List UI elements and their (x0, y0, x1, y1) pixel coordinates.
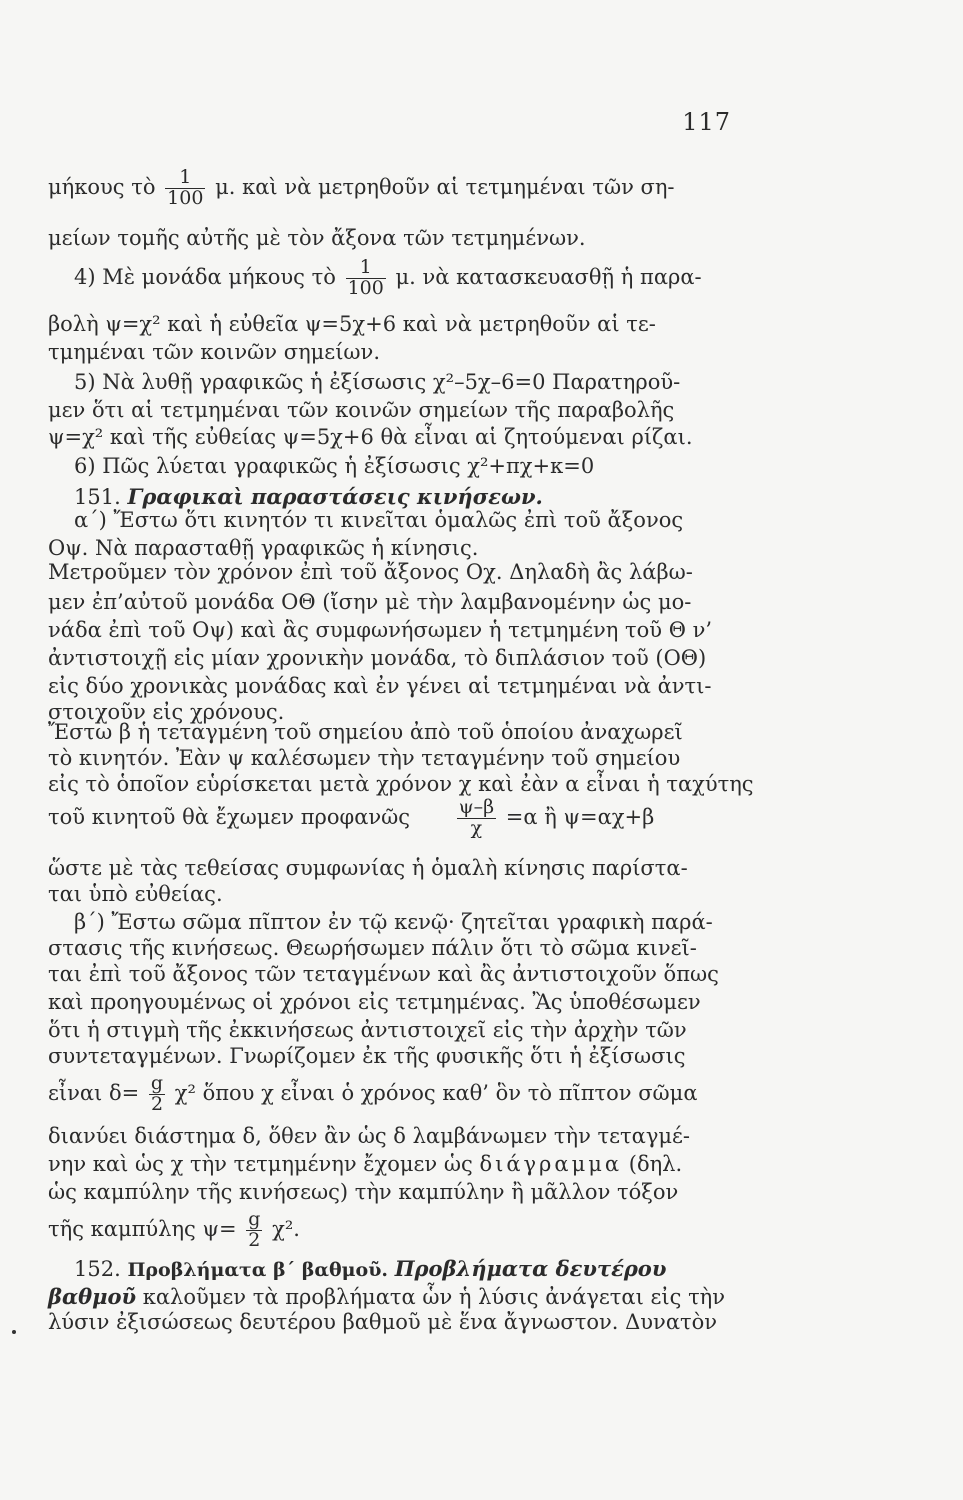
section-number: 151. (74, 485, 121, 509)
section-heading (74, 1256, 794, 1282)
text-line (48, 1284, 768, 1310)
text-line: ται ὑπὸ εὐθείας. (48, 882, 223, 906)
text-line: μεν ἐπ’αὐτοῦ μονάδα ΟΘ (ἴσην μὲ τὴν λαμβανομένην ὡς μο- (48, 590, 692, 614)
text-line: 6) Πῶς λύεται γραφικῶς ἡ ἐξίσωσις χ²+πχ+κ=0 (74, 454, 595, 478)
text-line: ὡς καμπύλην τῆς κινήσεως) τὴν καμπύλην ἢ μᾶλλον τόξον (48, 1180, 679, 1204)
section-label: Προβλήματα β΄ βαθμοῦ. (127, 1259, 389, 1281)
text-line: λύσιν ἐξισώσεως δευτέρου βαθμοῦ μὲ ἕνα ἄγνωστον. Δυνατὸν (48, 1310, 718, 1334)
line-text: νην καὶ ὡς χ τὴν τετμημένην ἔχομεν ὡς (48, 1152, 473, 1176)
text-line: καὶ προηγουμένως οἱ χρόνοι εἰς τετμημένας. Ἂς ὑποθέσωμεν (48, 990, 701, 1014)
text-line (48, 1074, 768, 1115)
section-number: 152. (74, 1257, 121, 1281)
text-line: διανύει διάστημα δ, ὅθεν ἂν ὡς δ λαμβάνωμεν τὴν τεταγμέ- (48, 1124, 691, 1148)
text-line: μεν ὅτι αἱ τετμημέναι τῶν κοινῶν σημείων τῆς παραβολῆς (48, 398, 675, 422)
page-number: 117 (682, 108, 731, 136)
text-line: συντεταγμένων. Γνωρίζομεν ἐκ τῆς φυσικῆς ὅτι ἡ ἐξίσωσις (48, 1044, 686, 1068)
text-line (48, 1210, 768, 1251)
line-text: 4) Μὲ μονάδα μήκους τὸ (74, 264, 336, 289)
fraction-numerator: g (150, 1072, 164, 1094)
text-line: εἰς τὸ ὁποῖον εὑρίσκεται μετὰ χρόνον χ καὶ ἐὰν α εἶναι ἡ ταχύτης (48, 772, 754, 796)
text-line (74, 258, 794, 299)
line-text: χ² ὅπου χ εἶναι ὁ χρόνος καθ’ ὃν τὸ πῖπτον σῶμα (174, 1080, 698, 1105)
text-line (48, 168, 768, 209)
line-text: =α ἢ ψ=αχ+β (505, 804, 655, 829)
fraction (165, 168, 205, 209)
text-line: ὥστε μὲ τὰς τεθείσας συμφωνίας ἡ ὁμαλὴ κίνησις παρίστα- (48, 856, 688, 880)
text-line: στασις τῆς κινήσεως. Θεωρήσωμεν πάλιν ὅτι τὸ σῶμα κινεῖ- (48, 936, 697, 960)
fraction (346, 258, 386, 299)
text-line: α΄) Ἔστω ὅτι κινητόν τι κινεῖται ὁμαλῶς ἐπὶ τοῦ ἄξονος (74, 508, 684, 532)
text-line: ψ=χ² καὶ τῆς εὐθείας ψ=5χ+6 θὰ εἶναι αἱ ζητούμεναι ρίζαι. (48, 425, 693, 449)
line-text: καλοῦμεν τὰ προβλήματα ὧν ἡ λύσις ἀνάγεται εἰς τὴν (142, 1285, 726, 1309)
text-line: νάδα ἐπὶ τοῦ Οψ) καὶ ἂς συμφωνήσωμεν ἡ τετμημένη τοῦ Θ ν’ (48, 618, 713, 642)
section-title: Προβλήματα δευτέρου (394, 1256, 667, 1281)
text-line: τὸ κινητόν. Ἐὰν ψ καλέσωμεν τὴν τεταγμένην τοῦ σημείου (48, 746, 681, 770)
section-heading (74, 484, 794, 510)
text-line: εἰς δύο χρονικὰς μονάδας καὶ ἐν γένει αἱ τετμημέναι νὰ ἀντι- (48, 674, 712, 698)
line-text: εἶναι δ= (48, 1080, 140, 1105)
text-line: 5) Νὰ λυθῇ γραφικῶς ἡ ἐξίσωσις χ²–5χ–6=0 Παρατηροῦ- (74, 370, 681, 394)
text-line: ται ἐπὶ τοῦ ἄξονος τῶν τεταγμένων καὶ ἂς ἀντιστοιχοῦν ὅπως (48, 962, 719, 986)
text-line: στοιχοῦν εἰς χρόνους. (48, 700, 285, 724)
line-text: μήκους τὸ (48, 174, 156, 199)
text-line: μείων τομῆς αὐτῆς μὲ τὸν ἄξονα τῶν τετμημένων. (48, 226, 586, 250)
fraction-denominator: 100 (167, 186, 204, 209)
fraction-numerator: 1 (165, 168, 205, 189)
line-text: (δηλ. (628, 1152, 683, 1176)
section-title: βαθμοῦ (48, 1284, 137, 1309)
fraction (149, 1074, 165, 1115)
fraction-denominator: 2 (248, 1228, 261, 1251)
section-title: Γραφικαὶ παραστάσεις κινήσεων. (127, 484, 543, 509)
spaced-term: διάγραμμα (479, 1152, 623, 1176)
line-text: τῆς καμπύλης ψ= (48, 1216, 237, 1241)
text-line: β΄) Ἔστω σῶμα πῖπτον ἐν τῷ κενῷ· ζητεῖται γραφικὴ παρά- (74, 910, 713, 934)
fraction (457, 798, 496, 839)
fraction (246, 1210, 262, 1251)
text-line (48, 798, 768, 839)
text-line: ὅτι ἡ στιγμὴ τῆς ἐκκινήσεως ἀντιστοιχεῖ εἰς τὴν ἀρχὴν τῶν (48, 1018, 687, 1042)
fraction-numerator: ψ–β (458, 796, 495, 818)
text-line: Μετροῦμεν τὸν χρόνον ἐπὶ τοῦ ἄξονος Οχ. Δηλαδὴ ἂς λάβω- (48, 560, 693, 584)
fraction-numerator: g (248, 1208, 261, 1230)
text-line: Οψ. Νὰ παρασταθῇ γραφικῶς ἡ κίνησις. (48, 536, 479, 560)
text-line: τμημέναι τῶν κοινῶν σημείων. (48, 340, 380, 364)
fraction-numerator: 1 (346, 258, 386, 279)
text-line: ἀντιστοιχῇ εἰς μίαν χρονικὴν μονάδα, τὸ διπλάσιον τοῦ (ΟΘ) (48, 646, 707, 670)
line-text: μ. νὰ κατασκευασθῇ ἡ παρα- (395, 264, 702, 289)
fraction-denominator: χ (470, 816, 483, 839)
fraction-denominator: 2 (150, 1092, 164, 1115)
text-line: Ἔστω β ἡ τεταγμένη τοῦ σημείου ἀπὸ τοῦ ὁποίου ἀναχωρεῖ (48, 720, 683, 744)
margin-mark (12, 1330, 16, 1334)
fraction-denominator: 100 (347, 276, 384, 299)
text-line: βολὴ ψ=χ² καὶ ἡ εὐθεῖα ψ=5χ+6 καὶ νὰ μετρηθοῦν αἱ τε- (48, 312, 656, 336)
line-text: μ. καὶ νὰ μετρηθοῦν αἱ τετμημέναι τῶν ση- (215, 174, 675, 199)
line-text: χ². (272, 1216, 300, 1241)
text-line (48, 1152, 768, 1177)
line-text: τοῦ κινητοῦ θὰ ἔχωμεν προφανῶς (48, 804, 411, 829)
